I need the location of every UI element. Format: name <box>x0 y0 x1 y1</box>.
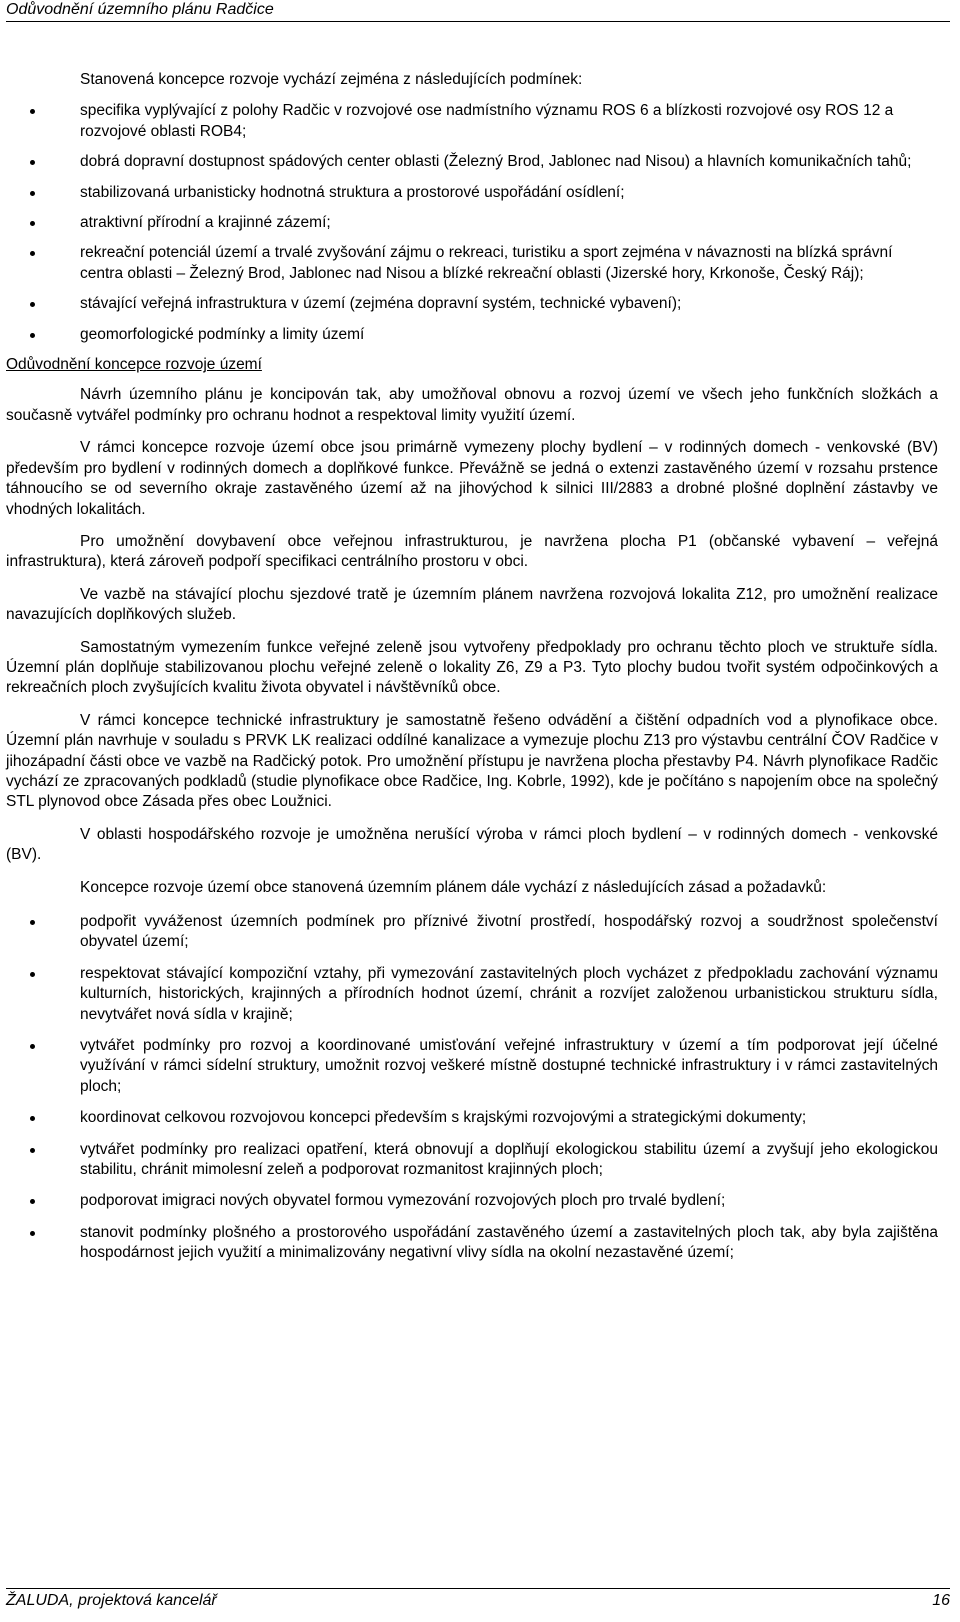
list-item: podpořit vyváženost územních podmínek pro příznivé životní prostředí, hospodářský rozvoj a soudržnost společenství obyvatel území; <box>6 912 938 953</box>
paragraph: Návrh územního plánu je koncipován tak, aby umožňoval obnovu a rozvoj území ve všech jeho funkčních složkách a současně vytvářel podmínky pro ochranu hodnot a respektoval limity využití území. <box>6 386 938 424</box>
list-item: podporovat imigraci nových obyvatel formou vymezování rozvojových ploch pro trvalé bydlení; <box>6 1191 938 1211</box>
page-header <box>6 0 950 22</box>
conditions-list <box>6 101 938 345</box>
list-item: stávající veřejná infrastruktura v území (zejména dopravní systém, technické vybavení); <box>6 294 938 314</box>
paragraph: Samostatným vymezením funkce veřejné zeleně jsou vytvořeny předpoklady pro ochranu těchto ploch ve struktuře sídla. Územní plán doplňuje stabilizovanou plochu veřejné zeleně o lokality Z6, Z9 a P3. Tyto plochy budou tvořit systém odpočinkových a rekreačních ploch zvyšujících kvalitu života obyvatel i návštěvníků obce. <box>6 638 938 697</box>
list-item: vytvářet podmínky pro rozvoj a koordinované umisťování veřejné infrastruktury v území a tím podporovat její účelné využívání v rámci sídelní struktury, umožnit rozvoj veškeré místně dostupné technické infrastruktury i v rámci zastavitelných ploch; <box>6 1036 938 1097</box>
list-item: respektovat stávající kompoziční vztahy, při vymezování zastavitelných ploch vycházet z předpokladu zachování významu kulturních, historických, krajinných a přírodních hodnot území, chránit a rozvíjet založenou urbanistickou strukturu sídla, nevytvářet nová sídla v krajině; <box>6 964 938 1025</box>
requirements-list <box>6 912 938 1264</box>
paragraph: V rámci koncepce rozvoje území obce jsou primárně vymezeny plochy bydlení – v rodinných domech - venkovské (BV) především pro bydlení v rodinných domech a doplňkové funkce. Převážně se jedná o extenzi zastavěného území v rozsahu prstence táhnoucího se od severního okraje zastavěného území až na jihovýchod k silnici III/2883 a drobné plošné doplnění zástavby ve vhodných lokalitách. <box>6 439 938 518</box>
paragraph: V rámci koncepce technické infrastruktury je samostatně řešeno odvádění a čištění odpadních vod a plynofikace obce. Územní plán navrhuje v souladu s PRVK LK realizaci oddílné kanalizace a vymezuje plochu Z13 pro výstavbu centrální ČOV Radčice v jihozápadní části obce ve vazbě na Radčický potok. Pro umožnění přístupu je navržena plocha přestavby P4. Návrh plynofikace Radčic vychází ze zpracovaných podkladů (studie plynofikace obce Radčice, Ing. Kobrle, 1992), kde je počítáno s napojením obce na společný STL plynovod obce Zásada přes obec Loužnici. <box>6 711 938 811</box>
list-item: vytvářet podmínky pro realizaci opatření, která obnovují a doplňují ekologickou stabilitu území a zvyšují jeho ekologickou stabilitu, chránit mimolesní zeleň a podporovat rozmanitost krajinných ploch; <box>6 1140 938 1181</box>
paragraph: Pro umožnění dovybavení obce veřejnou infrastrukturou, je navržena plocha P1 (občanské vybavení – veřejná infrastruktura), která zároveň podpoří specifikaci centrálního prostoru v obci. <box>6 532 938 571</box>
page-number: 16 <box>932 1592 950 1609</box>
paragraph: Ve vazbě na stávající plochu sjezdové tratě je územním plánem navržena rozvojová lokalita Z12, pro umožnění realizace navazujících doplňkových služeb. <box>6 585 938 624</box>
list-item: dobrá dopravní dostupnost spádových center oblasti (Železný Brod, Jablonec nad Nisou) a hlavních komunikačních tahů; <box>6 152 938 172</box>
company-name: ŽALUDA, projektová kancelář <box>6 1592 217 1609</box>
document-body <box>6 70 938 1275</box>
list-item: geomorfologické podmínky a limity území <box>6 325 938 345</box>
list-item: specifika vyplývající z polohy Radčic v rozvojové ose nadmístního významu ROS 6 a blízkosti rozvojové osy ROS 12 a rozvojové oblasti ROB4; <box>6 101 938 142</box>
paragraph: Koncepce rozvoje území obce stanovená územním plánem dále vychází z následujících zásad a požadavků: <box>80 878 827 896</box>
document-title: Odůvodnění územního plánu Radčice <box>6 1 274 18</box>
list-item: rekreační potenciál území a trvalé zvyšování zájmu o rekreaci, turistiku a sport zejména v návaznosti na blízká správní centra oblasti – Železný Brod, Jablonec nad Nisou a blízké rekreační oblasti (Jizerské hory, Krkonoše, Český Ráj); <box>6 243 938 284</box>
page-footer <box>6 1588 950 1611</box>
section-heading: Odůvodnění koncepce rozvoje území <box>6 356 262 374</box>
intro-text: Stanovená koncepce rozvoje vychází zejména z následujících podmínek: <box>80 71 583 88</box>
list-item: stanovit podmínky plošného a prostorového uspořádání zastavěného území a zastavitelných ploch tak, aby byla zajištěna hospodárnost jejich využití a minimalizovány negativní vlivy sídla na okolní nezastavěné území; <box>6 1223 938 1264</box>
list-item: stabilizovaná urbanisticky hodnotná struktura a prostorové uspořádání osídlení; <box>6 183 938 203</box>
list-item: koordinovat celkovou rozvojovou koncepci především s krajskými rozvojovými a strategickými dokumenty; <box>6 1108 938 1128</box>
paragraph: V oblasti hospodářského rozvoje je umožněna nerušící výroba v rámci ploch bydlení – v rodinných domech - venkovské (BV). <box>6 825 938 864</box>
list-item: atraktivní přírodní a krajinné zázemí; <box>6 213 938 233</box>
